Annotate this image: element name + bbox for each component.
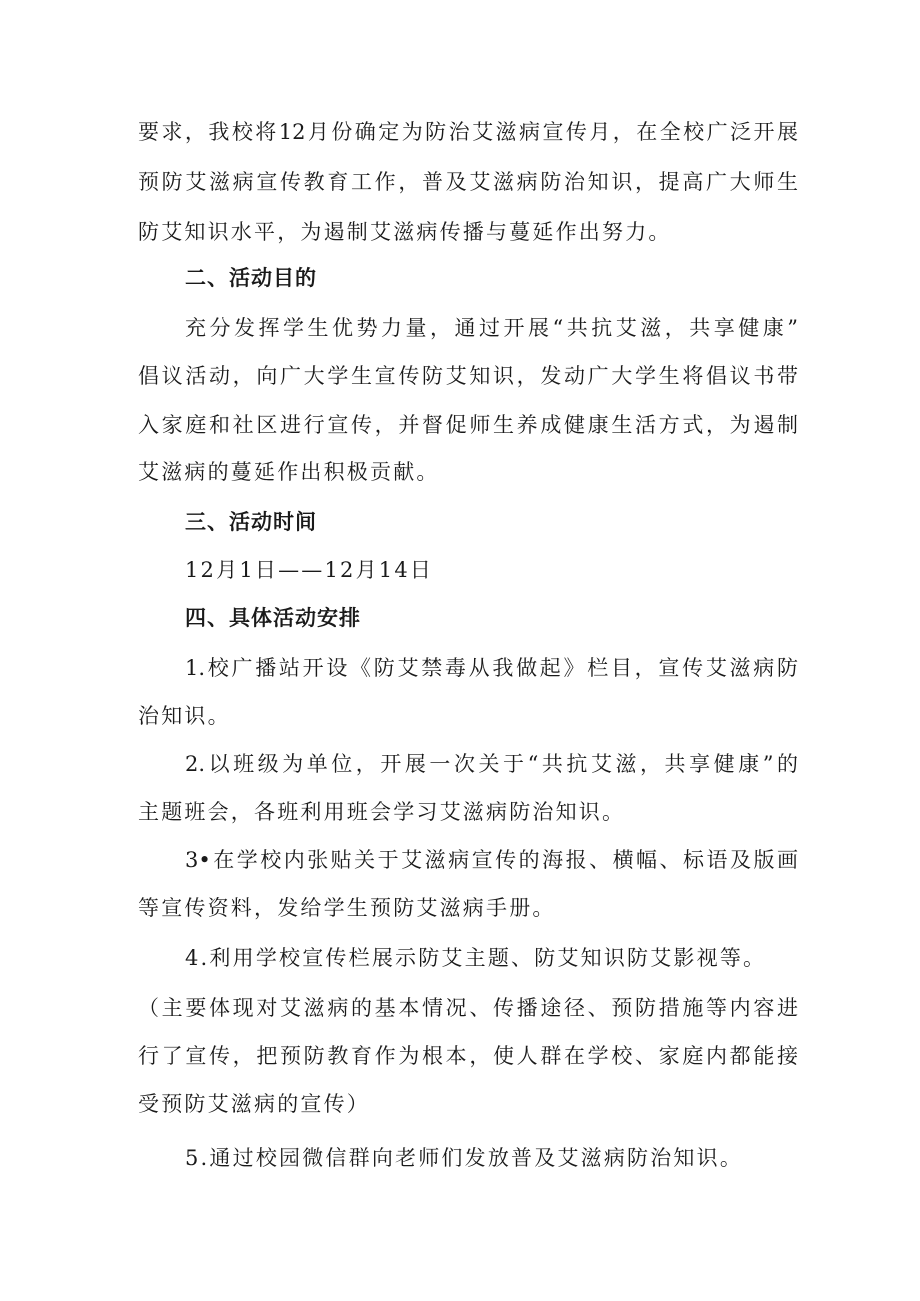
section-heading-arrangements: 四、具体活动安排 [185,606,361,630]
paragraph-line: 倡议活动，向广大学生宣传防艾知识，发动广大学生将倡议书带 [138,364,798,388]
list-item-4-cont: 受预防艾滋病的宣传） [138,1092,370,1116]
list-item-1: 1.校广播站开设《防艾禁毒从我做起》栏目，宣传艾滋病防 [185,656,798,680]
list-item-3-cont: 等宣传资料，发给学生预防艾滋病手册。 [138,896,556,920]
paragraph-line: 充分发挥学生优势力量，通过开展“共抗艾滋，共享健康” [185,316,798,340]
activity-date-range: 12月1日——12月14日 [185,558,434,582]
list-item-5: 5.通过校园微信群向老师们发放普及艾滋病防治知识。 [185,1146,744,1170]
list-item-1-cont: 治知识。 [138,704,231,728]
section-heading-purpose: 二、活动目的 [185,266,317,290]
paragraph-line: 要求，我校将12月份确定为防治艾滋病宣传月，在全校广泛开展 [138,120,798,144]
paragraph-line: 预防艾滋病宣传教育工作，普及艾滋病防治知识，提高广大师生 [138,170,798,194]
paragraph-line: 艾滋病的蔓延作出积极贡献。 [138,460,440,484]
list-item-4: 4.利用学校宣传栏展示防艾主题、防艾知识防艾影视等。 [185,946,767,970]
list-item-4-cont: （主要体现对艾滋病的基本情况、传播途径、预防措施等内容进 [138,996,798,1020]
list-item-2: 2.以班级为单位，开展一次关于“共抗艾滋，共享健康”的 [185,752,798,776]
list-item-3: 3•在学校内张贴关于艾滋病宣传的海报、横幅、标语及版画 [185,848,798,872]
section-heading-time: 三、活动时间 [185,510,317,534]
list-item-4-cont: 行了宣传，把预防教育作为根本，使人群在学校、家庭内都能接 [138,1044,798,1068]
paragraph-line: 入家庭和社区进行宣传，并督促师生养成健康生活方式，为遏制 [138,413,798,437]
paragraph-line: 防艾知识水平，为遏制艾滋病传播与蔓延作出努力。 [138,220,672,244]
list-item-2-cont: 主题班会，各班利用班会学习艾滋病防治知识。 [138,800,626,824]
